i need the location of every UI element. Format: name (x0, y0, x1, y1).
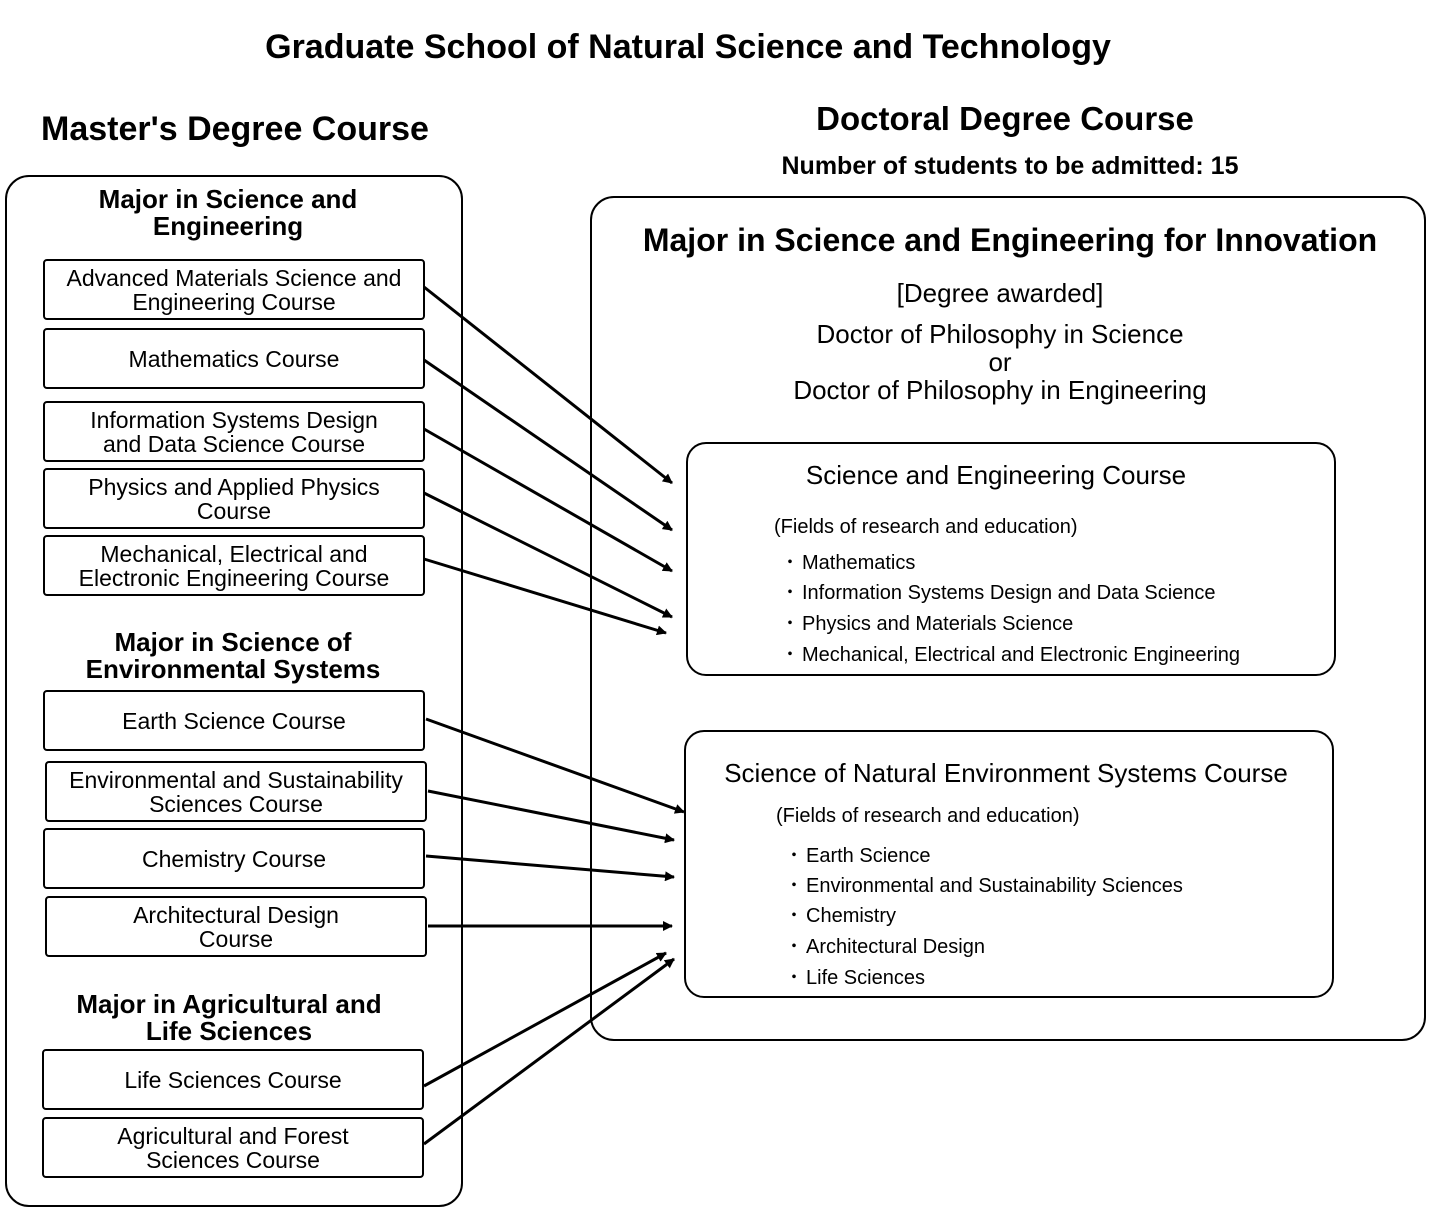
course-agricultural-forest: Agricultural and Forest Sciences Course (42, 1117, 424, 1178)
course-information-systems: Information Systems Design and Data Science Course (43, 401, 425, 462)
field-item: ・ Physics and Materials Science (780, 613, 1074, 635)
course-chemistry: Chemistry Course (43, 828, 425, 889)
course-earth-science: Earth Science Course (43, 690, 425, 751)
course-life-sciences: Life Sciences Course (42, 1049, 424, 1110)
field-item: ・ Earth Science (784, 845, 931, 867)
page-title: Graduate School of Natural Science and Technology (265, 28, 1111, 66)
major-agricultural-life: Major in Agricultural and Life Sciences (76, 989, 382, 1046)
doctoral-major: Major in Science and Engineering for Innovation (642, 222, 1378, 258)
arrow-agricultural (424, 959, 674, 1144)
degree-awarded-label: [Degree awarded] (896, 278, 1104, 308)
science-engineering-course-title: Science and Engineering Course (805, 460, 1187, 490)
arrow-environmental (428, 791, 674, 840)
arrow-life-sciences (424, 953, 666, 1086)
master-heading: Master's Degree Course (41, 110, 429, 148)
field-item: ・ Mechanical, Electrical and Electronic Engineering (780, 644, 1241, 666)
fields-label: (Fields of research and education) (774, 516, 1078, 538)
field-item: ・ Environmental and Sustainability Sciences (784, 875, 1183, 897)
field-item: ・ Information Systems Design and Data Science (780, 582, 1216, 604)
field-item: ・ Mathematics (780, 552, 916, 574)
major-science-engineering: Major in Science and Engineering (98, 184, 358, 241)
field-item: ・ Chemistry (784, 905, 897, 927)
field-item: ・ Life Sciences (784, 967, 925, 989)
course-mathematics: Mathematics Course (43, 328, 425, 389)
degree-or: or (988, 347, 1012, 377)
environment-systems-course-title: Science of Natural Environment Systems Course (724, 758, 1288, 788)
course-mechanical: Mechanical, Electrical and Electronic Engineering Course (43, 535, 425, 596)
doctoral-heading: Doctoral Degree Course (816, 100, 1194, 137)
admission-count: Number of students to be admitted: 15 (781, 152, 1239, 180)
arrow-information-systems (424, 429, 672, 571)
arrow-chemistry (426, 856, 674, 877)
degree-engineering: Doctor of Philosophy in Engineering (793, 375, 1207, 405)
fields-label: (Fields of research and education) (776, 805, 1080, 827)
major-environmental-systems: Major in Science of Environmental Systems (85, 627, 381, 684)
course-advanced-materials: Advanced Materials Science and Engineering Course (43, 259, 425, 320)
course-architectural: Architectural Design Course (45, 896, 427, 957)
degree-science: Doctor of Philosophy in Science (816, 319, 1184, 349)
course-environmental: Environmental and Sustainability Sciences Course (45, 761, 427, 822)
field-item: ・ Architectural Design (784, 936, 985, 958)
course-physics: Physics and Applied Physics Course (43, 468, 425, 529)
